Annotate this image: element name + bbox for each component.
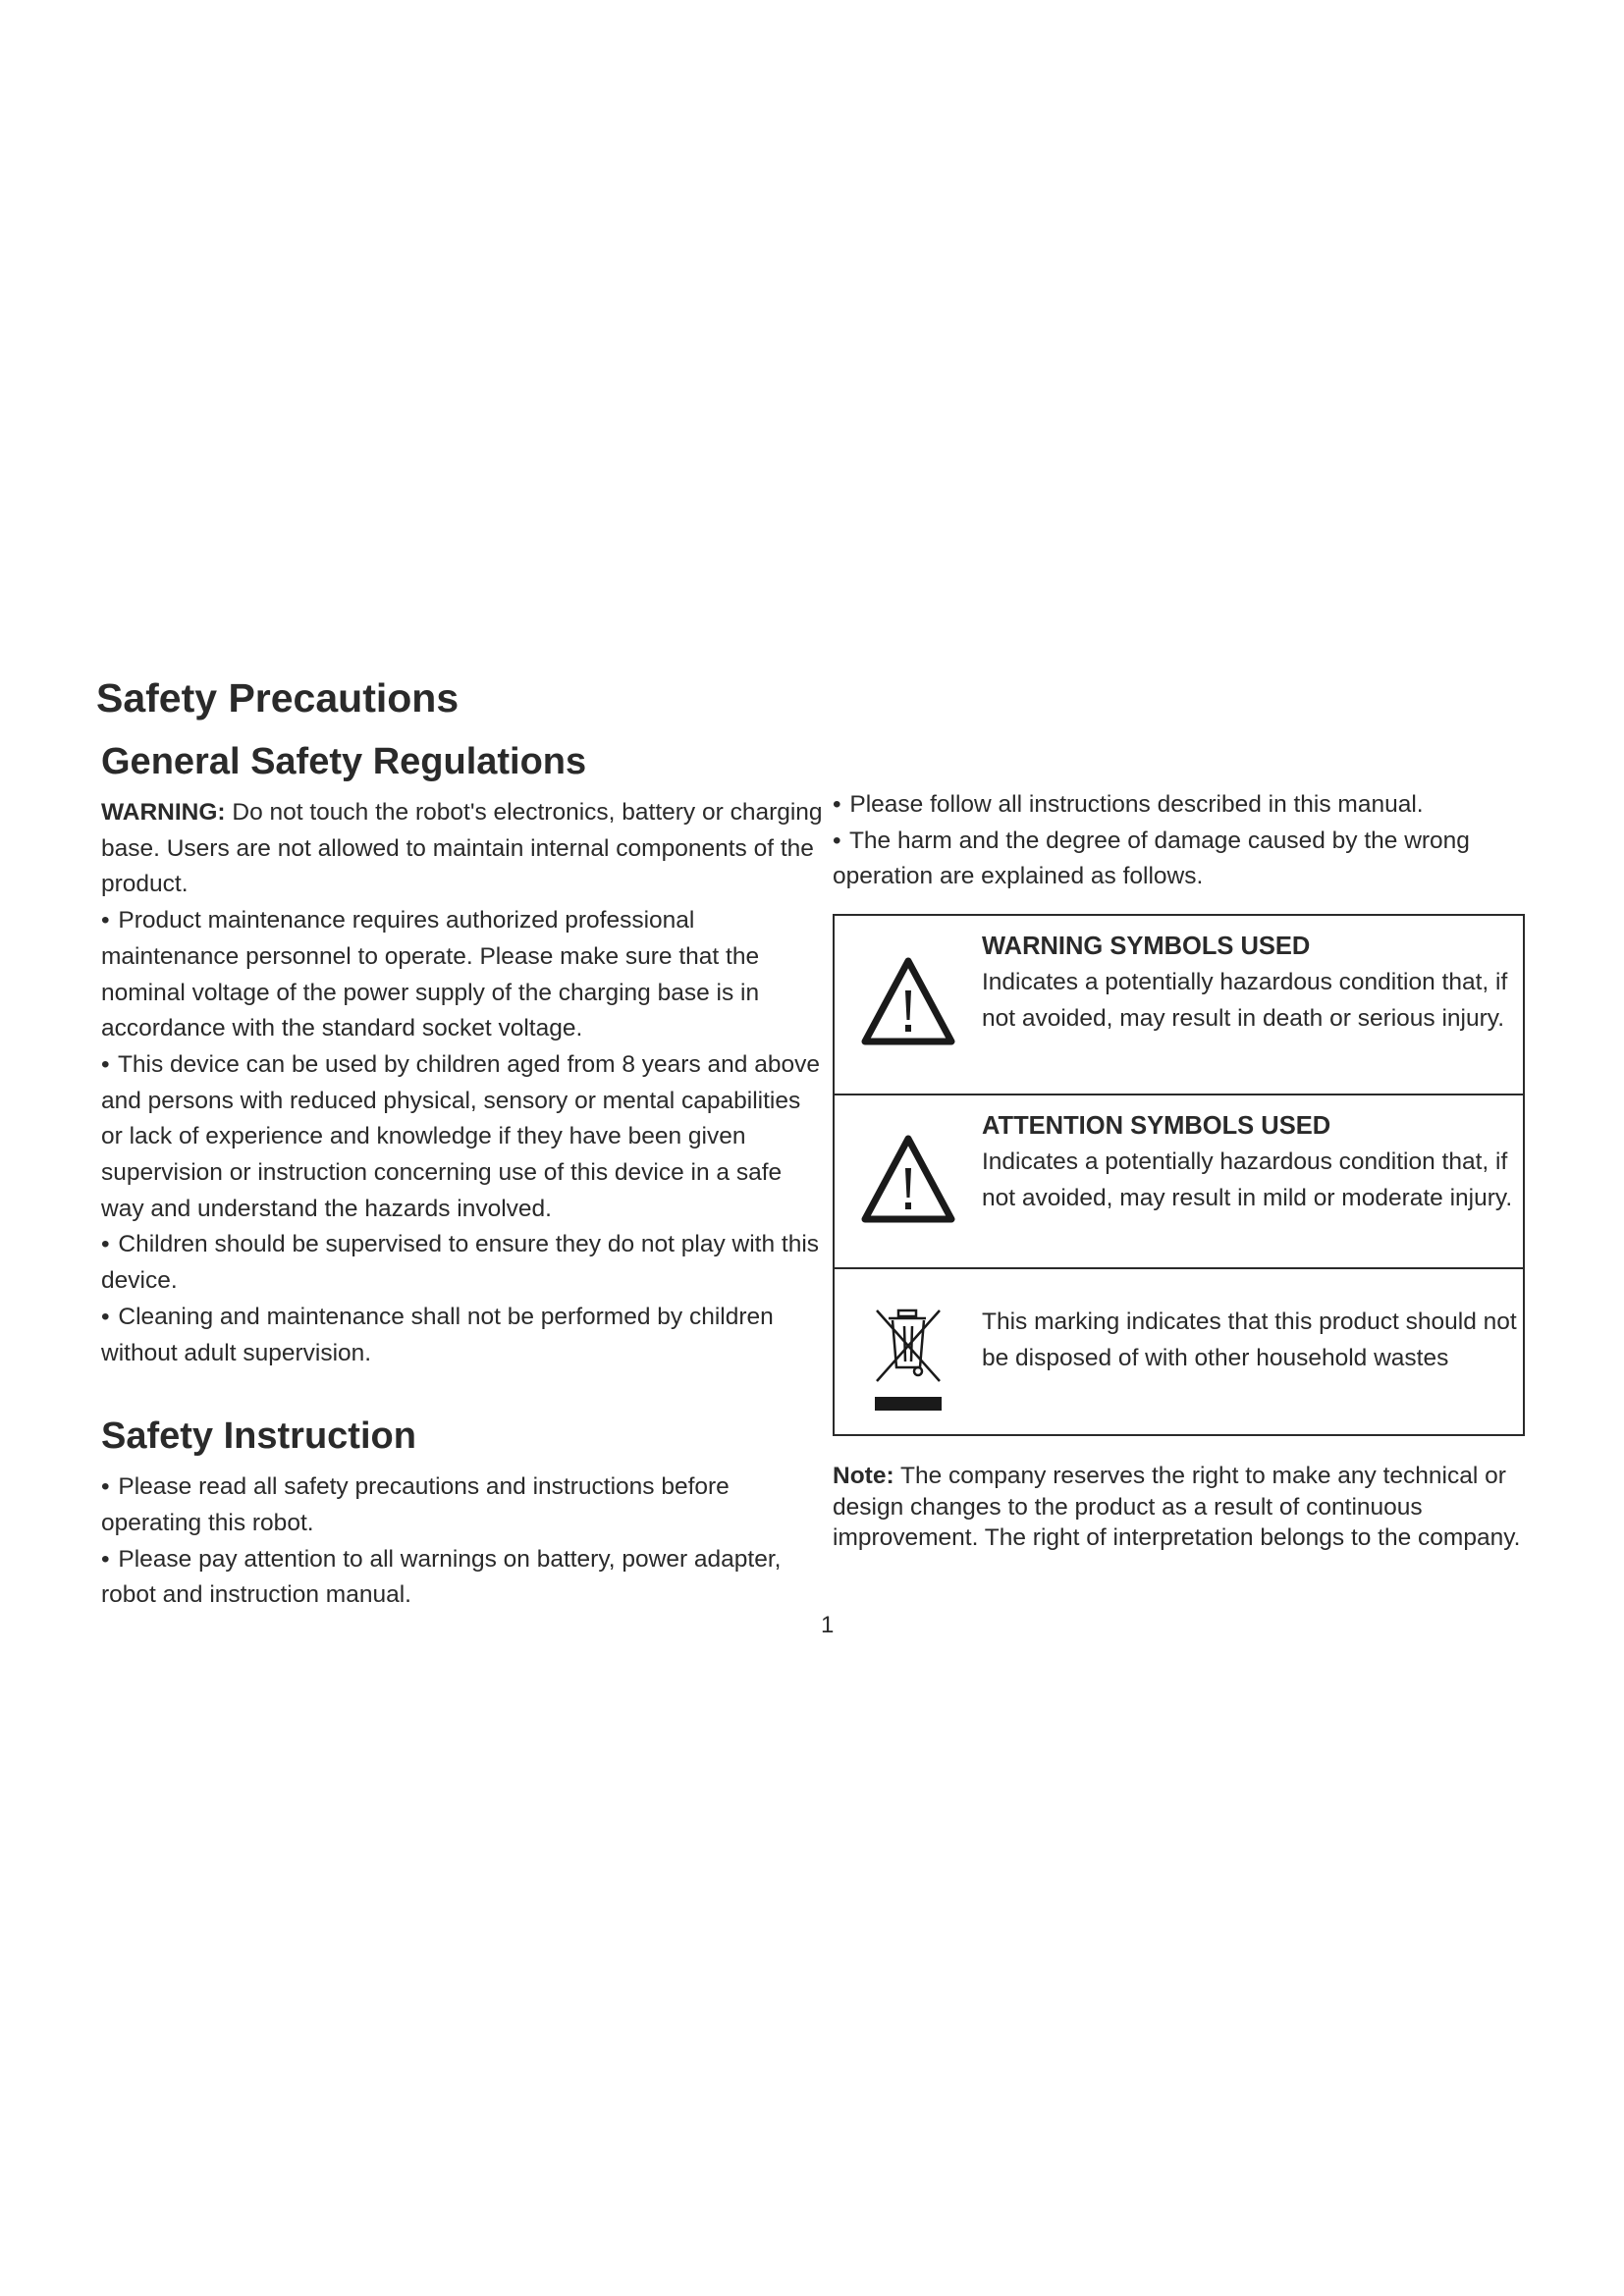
left-column [101, 740, 828, 1614]
warning-symbol-heading: WARNING SYMBOLS USED [982, 933, 1311, 961]
attention-symbol-heading: ATTENTION SYMBOLS USED [982, 1112, 1331, 1141]
note-text: The company reserves the right to make any technical or design changes to the product as a result of continuous improvement. The right of interpretation belongs to the company. [833, 1463, 1521, 1552]
bullet-text: This device can be used by children aged from 8 years and above and persons with reduced physical, sensory or mental capabilities or lack of experience and knowledge if they have been given supervision or instruction concerning use of this device in a safe way and understand the hazards involved. [101, 1050, 820, 1222]
warning-triangle-icon [835, 916, 982, 1049]
bullet-text: Children should be supervised to ensure they do not play with this device. [101, 1231, 820, 1295]
bullet-item [101, 903, 828, 1047]
weee-symbol-row [835, 1269, 1523, 1434]
attention-symbol-text [982, 1095, 1523, 1216]
bullet-dot: • [101, 1050, 110, 1078]
bullet-text: Cleaning and maintenance shall not be performed by children without adult supervision. [101, 1303, 774, 1366]
weee-symbol-text [982, 1269, 1523, 1376]
bullet-text: Please follow all instructions described in this manual. [849, 791, 1424, 818]
bullet-text: The harm and the degree of damage caused by the wrong operation are explained as follows. [833, 827, 1470, 890]
bullet-item [101, 1047, 828, 1228]
bullet-text: Product maintenance requires authorized professional maintenance personnel to operate. Please make sure that the nominal voltage of the power supply of the charging base is in accordance with the standard socket voltage. [101, 907, 760, 1042]
warning-paragraph [101, 795, 828, 903]
warning-label: WARNING: [101, 799, 226, 826]
page-number: 1 [821, 1612, 835, 1638]
bullet-item [101, 1542, 828, 1614]
safety-instruction-heading: Safety Instruction [101, 1415, 416, 1458]
warning-symbol-row [835, 916, 1523, 1095]
bullet-dot: • [101, 1545, 110, 1573]
note-paragraph [833, 1461, 1535, 1554]
bullet-dot: • [101, 1303, 110, 1330]
bullet-item [101, 1469, 828, 1541]
warning-triangle-icon [835, 1095, 982, 1227]
bullet-dot: • [833, 791, 841, 818]
bullet-dot: • [101, 1231, 110, 1258]
general-safety-heading: General Safety Regulations [101, 741, 587, 782]
bullet-item [101, 1227, 828, 1299]
bullet-dot: • [101, 907, 110, 934]
crossed-bin-icon [835, 1269, 982, 1415]
attention-symbol-row [835, 1095, 1523, 1269]
warning-text: Do not touch the robot's electronics, battery or charging base. Users are not allowed to maintain internal components of the product. [101, 799, 823, 898]
weee-symbol-description: This marking indicates that this product should not be disposed of with other household wastes [982, 1308, 1517, 1371]
bullet-text: Please pay attention to all warnings on battery, power adapter, robot and instruction manual. [101, 1545, 782, 1609]
note-label: Note: [833, 1463, 894, 1490]
bullet-item [833, 787, 1535, 824]
bullet-dot: • [833, 827, 841, 854]
bullet-dot: • [101, 1473, 110, 1501]
page-title: Safety Precautions [96, 675, 460, 721]
bullet-text: Please read all safety precautions and instructions before operating this robot. [101, 1473, 730, 1536]
bullet-item [833, 824, 1535, 895]
bullet-item [101, 1300, 828, 1371]
right-column [833, 787, 1535, 1577]
warning-symbol-description: Indicates a potentially hazardous condition that, if not avoided, may result in death or serious injury. [982, 968, 1508, 1032]
symbols-table [833, 914, 1525, 1436]
attention-symbol-description: Indicates a potentially hazardous condition that, if not avoided, may result in mild or moderate injury. [982, 1148, 1513, 1211]
warning-symbol-text [982, 916, 1523, 1037]
